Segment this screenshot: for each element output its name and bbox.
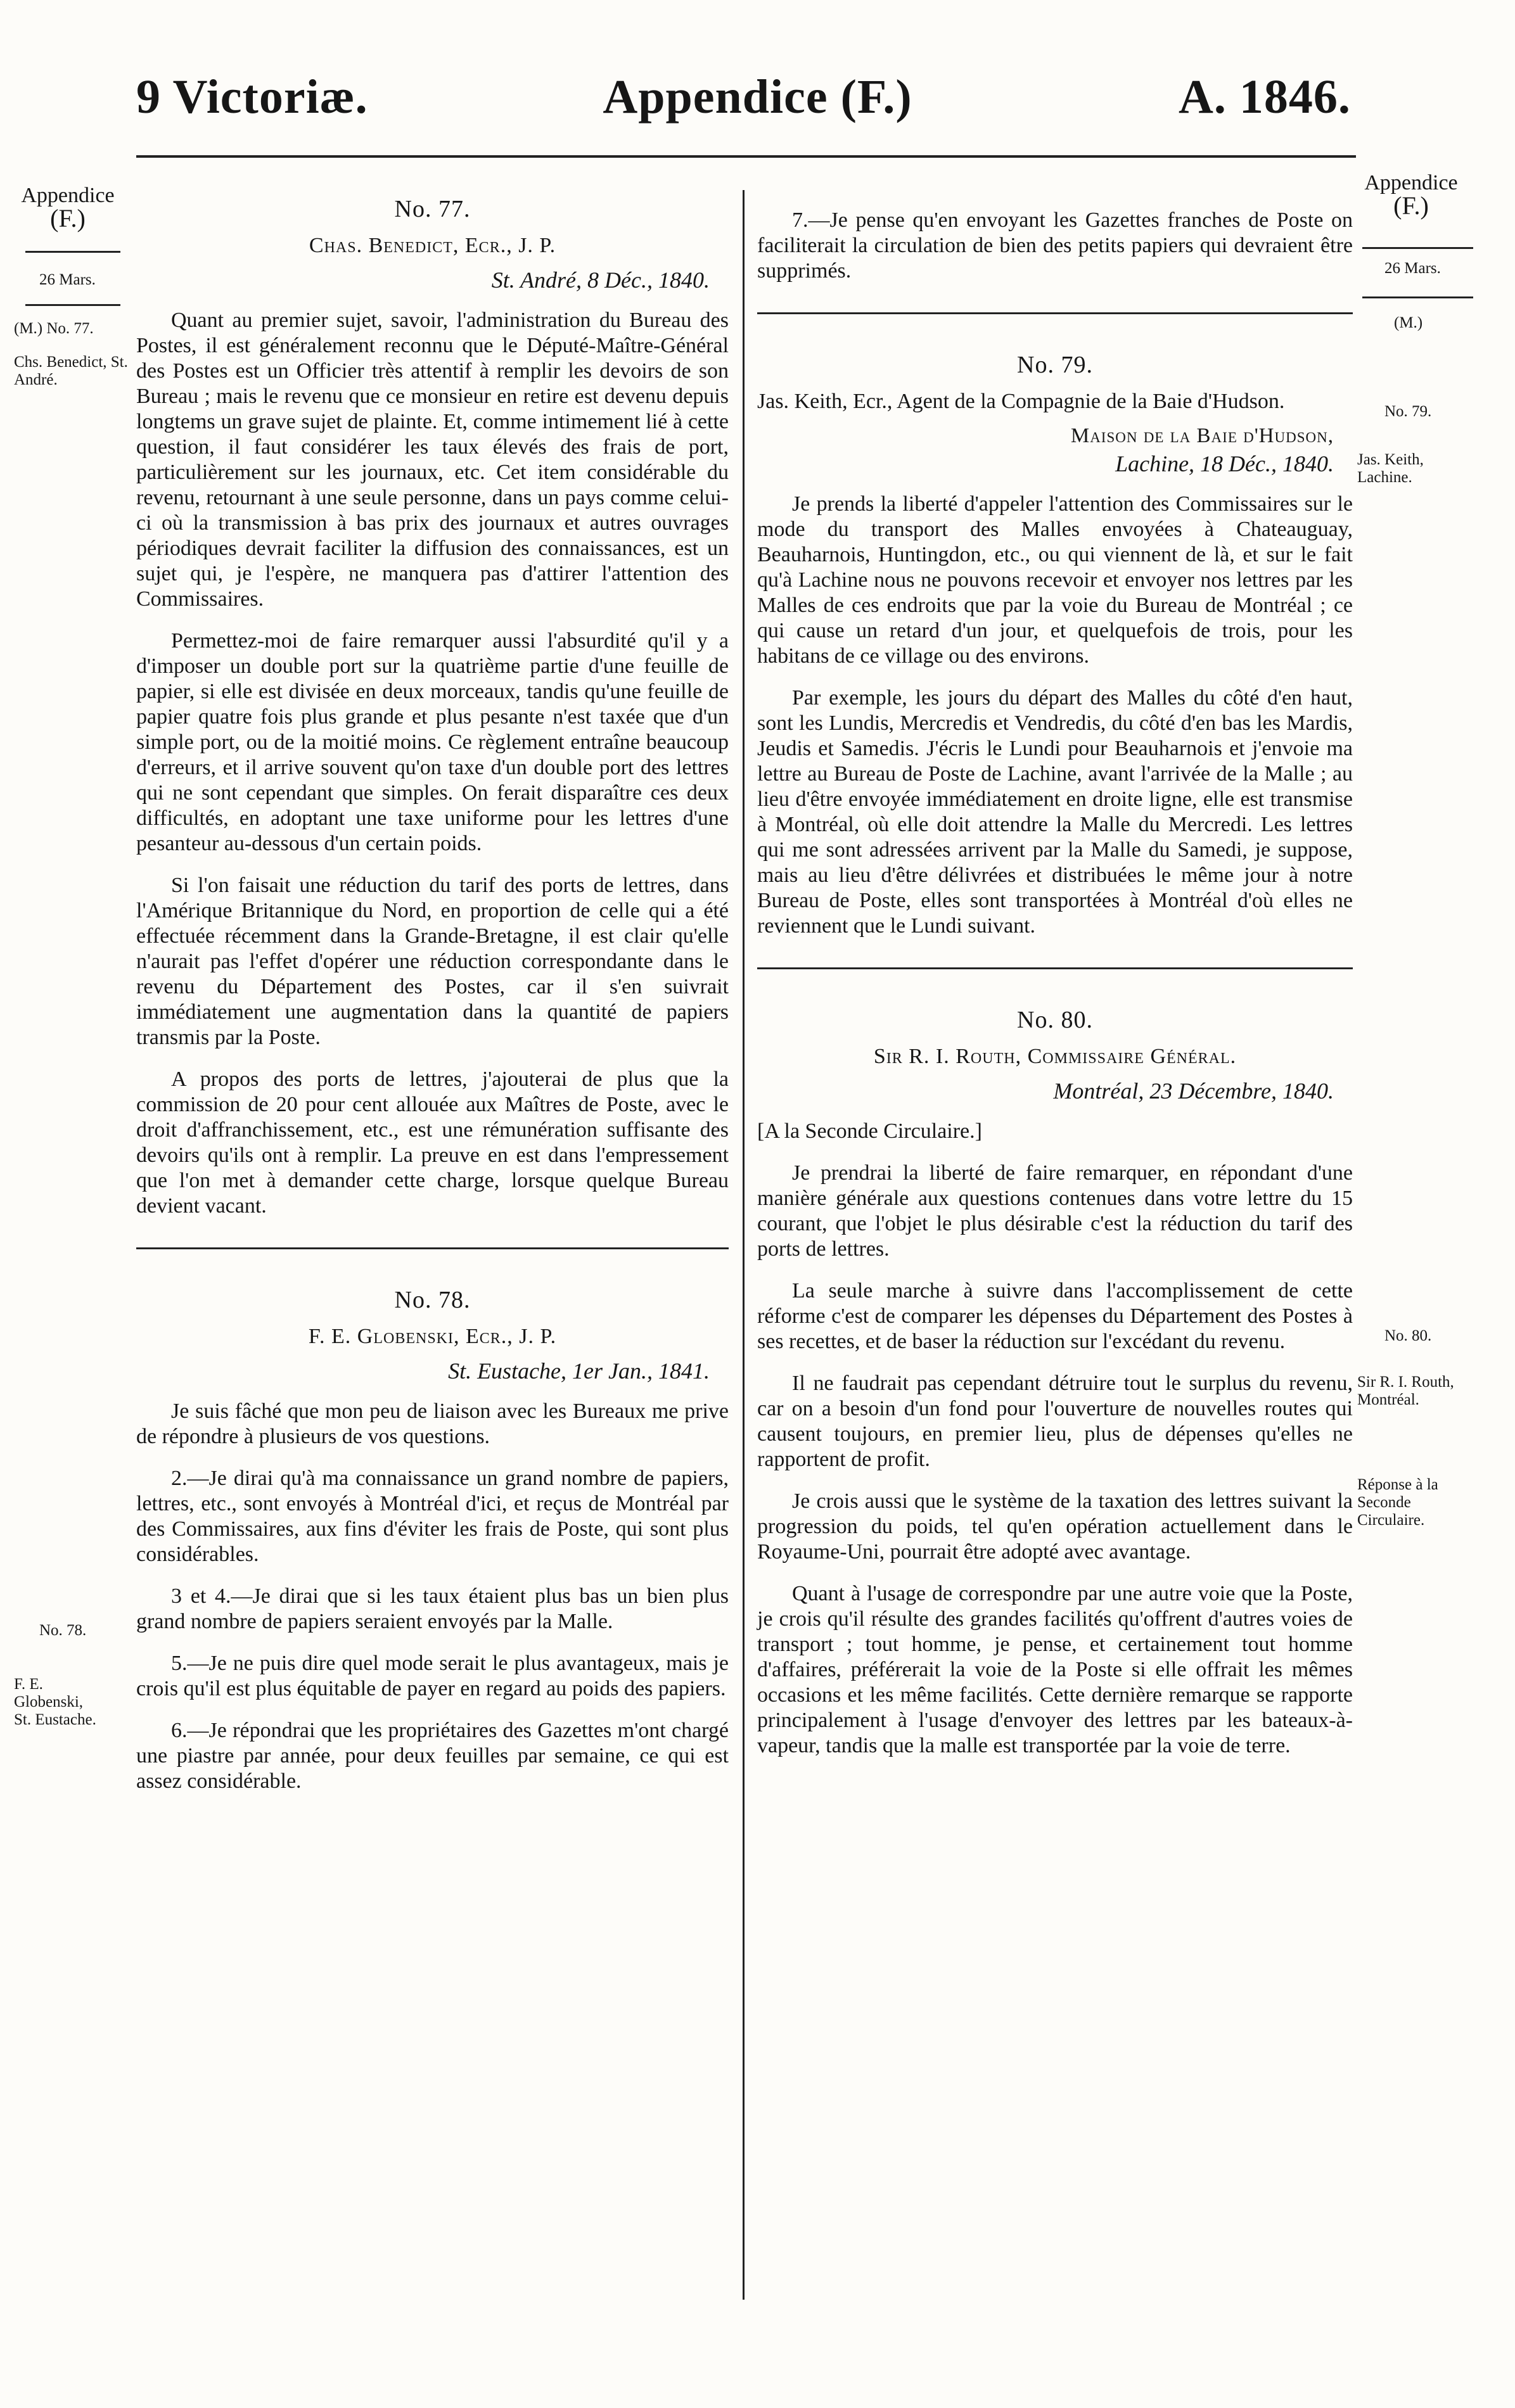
letter-80-circular-ref: [A la Seconde Circulaire.] <box>757 1119 982 1143</box>
letter-77-author: Chas. Benedict, Ecr., J. P. <box>309 234 556 257</box>
margin-person-78: F. E. Globenski, St. Eustache. <box>14 1676 96 1728</box>
margin-appendice-letter-left: (F.) <box>50 204 86 233</box>
letter-78-paragraph: 5.—Je ne puis dire quel mode serait le plus avantageux, mais je crois qu'il est plus équitable de payer en regard au poids des papiers. <box>136 1652 729 1700</box>
letter-80-place-date: Montréal, 23 Décembre, 1840. <box>1053 1078 1334 1104</box>
margin-rule-left <box>25 304 120 306</box>
letter-79-place: Maison de la Baie d'Hudson, <box>1070 424 1334 447</box>
letter-79-paragraph: Par exemple, les jours du départ des Malles du côté d'en haut, sont les Lundis, Mercredis et Vendredis, du côté d'en bas les Mardis, Jeudis et Samedis. J'écris le Lundi pour Beauharnois et j'envoie ma lettre au Bureau de Poste de Lachine, avant l'arrivée de la Malle ; au lieu d'être envoyée immédiatement en droite ligne, elle est transmise à Montréal, où elle doit attendre la Malle du Mercredi. Les lettres qui me sont adressées arrivent par la Malle du Samedi, je suppose, mais au lieu d'être délivrées et distribuées le même jour à notre Bureau de Poste, elles sont transportées à Montréal d'où elles ne reviennent que le Lundi suivant. <box>757 686 1353 938</box>
letter-78-author: F. E. Globenski, Ecr., J. P. <box>308 1325 557 1348</box>
letter-80-paragraph: Je crois aussi que le système de la taxation des lettres suivant la progression du poids, tel qu'en opération actuellement dans le Royaume-Uni, pourrait être adopté avec avantage. <box>757 1489 1353 1564</box>
letter-79-date: Lachine, 18 Déc., 1840. <box>1115 451 1334 476</box>
letter-77-paragraph: Si l'on faisait une réduction du tarif des ports de lettres, dans l'Amérique Britannique du Nord, en proportion de celle qui a été effectuée récemment dans la Grande-Bretagne, il est clair qu'elle n'aurait pas l'effet d'opérer une réduction correspondante dans le revenu du Département des Postes, car il s'en suivrait immédiatement une augmentation dans la quantité de papiers transmis par la Poste. <box>136 874 729 1049</box>
letter-79-number: No. 79. <box>1017 352 1093 378</box>
margin-ref-78: No. 78. <box>39 1622 87 1639</box>
letter-79-author: Jas. Keith, Ecr., Agent de la Compagnie de la Baie d'Hudson. <box>757 390 1285 413</box>
margin-note-80: Réponse à la Seconde Circulaire. <box>1357 1476 1438 1529</box>
margin-appendice-left: Appendice <box>21 184 115 207</box>
letter-80-author: Sir R. I. Routh, Commissaire Général. <box>873 1045 1237 1068</box>
margin-date-right: 26 Mars. <box>1384 260 1441 277</box>
section-rule <box>757 312 1353 314</box>
column-divider <box>743 190 745 2300</box>
margin-brace-left <box>25 251 120 253</box>
letter-80-paragraph: Il ne faudrait pas cependant détruire tout le surplus du revenu, car on a besoin d'un fond pour l'ouverture de nouvelles routes qui causent toujours, en premier lieu, plus de dépenses qu'elles ne rapportent de profit. <box>757 1372 1353 1471</box>
section-rule <box>757 967 1353 969</box>
section-rule <box>136 1247 729 1249</box>
margin-person-79: Jas. Keith, Lachine. <box>1357 451 1424 486</box>
letter-78-paragraph: 3 et 4.—Je dirai que si les taux étaient plus bas un bien plus grand nombre de papiers seraient envoyés par la Malle. <box>136 1584 729 1633</box>
letter-77-number: No. 77. <box>394 196 471 222</box>
letter-78-paragraph: Je suis fâché que mon peu de liaison avec les Bureaux me prive de répondre à plusieurs de vos questions. <box>136 1399 729 1448</box>
header-right: A. 1846. <box>1179 70 1351 124</box>
letter-77-paragraph: Quant au premier sujet, savoir, l'administration du Bureau des Postes, il est généralement reconnu que le Député-Maître-Général des Postes est un Officier très attentif à remplir les devoirs de son Bureau ; mais le revenu que ce monsieur en retire est devenu depuis longtems un grave sujet de plainte. Et, comme intimement lié à cette question, il faut considérer les taux élevés des frais de port, particulièrement sur les journaux, etc. Cet item considérable du revenu, retournant à une seule personne, dans un pays comme celui-ci où la transmission à bas prix des journaux et autres ouvrages périodiques devrait faciliter la diffusion des connaissances, est un sujet qui, je l'espère, ne manquera pas d'attirer l'attention des Commissaires. <box>136 309 729 611</box>
right-column <box>757 208 1353 1775</box>
letter-77-paragraph: A propos des ports de lettres, j'ajouterai de plus que la commission de 20 pour cent allouée aux Maîtres de Poste, avec le droit d'affranchissement, etc., est une rémunération suffisante des devoirs qu'ils ont à remplir. La preuve en est dans l'empressement que l'on met à demander cette charge, lorsque quelque Bureau devient vacant. <box>136 1067 729 1218</box>
letter-80-paragraph: Quant à l'usage de correspondre par une autre voie que la Poste, je crois qu'il résulte des grandes facilités qu'offrent d'autres voies de transport ; tout homme, je pense, et certainement tout homme d'affaires, préférerait la voie de la Poste si elle offrait les mêmes occasions et les même facilités. Cette dernière remarque se rapporte principalement à l'usage d'envoyer des lettres par les bateaux-à-vapeur, tandis que la malle est transportée par la voie de terre. <box>757 1582 1353 1757</box>
margin-ref-79: No. 79. <box>1384 403 1432 420</box>
header-left: 9 Victoriæ. <box>136 70 368 124</box>
letter-77-paragraph: Permettez-moi de faire remarquer aussi l'absurdité qu'il y a d'imposer un double port sur la quatrième partie d'une feuille de papier, si elle est divisée en deux morceaux, tandis qu'une feuille de papier quatre fois plus grande et plus pesante n'est taxée que d'un simple port, ou de la moitié moins. Ce règlement entraîne beaucoup d'erreurs, et il arrive souvent qu'on taxe d'un double port des lettres qui ne sont cependant que simples. On ferait disparaître ces deux difficultés, en adoptant une taxe uniforme pour les lettres d'une pesanteur au-dessous d'un certain poids. <box>136 629 729 855</box>
letter-80-number: No. 80. <box>1017 1007 1093 1033</box>
margin-person-77: Chs. Benedict, St. André. <box>14 354 128 388</box>
margin-appendice-right: Appendice <box>1364 171 1458 194</box>
left-column <box>136 196 729 1811</box>
letter-79-paragraph: Je prends la liberté d'appeler l'attention des Commissaires sur le mode du transport des Malles envoyées à Chateauguay, Beauharnois, Huntingdon, etc., ou qui viennent de là, et sur le fait qu'à Lachine nous ne pouvons recevoir et envoyer nos lettres par les Malles de ces endroits que par la voie du Bureau de Montréal ; ce qui cause un retard d'un jour, et quelquefois de trois, pour les habitans de ce village ou des environs. <box>757 492 1353 668</box>
letter-80-paragraph: Je prendrai la liberté de faire remarquer, en répondant d'une manière générale aux questions contenues dans votre lettre du 15 courant, que l'objet le plus désirable c'est la réduction du tarif des ports de lettres. <box>757 1161 1353 1261</box>
header-title: Appendice (F.) <box>603 70 912 124</box>
margin-ref-77: (M.) No. 77. <box>14 320 94 337</box>
margin-date-left: 26 Mars. <box>39 271 96 288</box>
letter-80-paragraph: La seule marche à suivre dans l'accomplissement de cette réforme c'est de comparer les dépenses du Département des Postes à ses recettes, et de baser la réduction sur l'excédant du revenu. <box>757 1279 1353 1353</box>
letter-78-paragraph: 2.—Je dirai qu'à ma connaissance un grand nombre de papiers, lettres, etc., sont envoyés à Montréal d'ici, et reçus de Montréal par des Commissaires, aux fins d'éviter les frais de Poste, qui sont plus considérables. <box>136 1467 729 1566</box>
margin-person-80: Sir R. I. Routh, Montréal. <box>1357 1373 1454 1408</box>
letter-78-place-date: St. Eustache, 1er Jan., 1841. <box>448 1358 710 1384</box>
margin-brace-right <box>1362 247 1473 249</box>
letter-78-number: No. 78. <box>394 1287 471 1313</box>
letter-78-continuation: 7.—Je pense qu'en envoyant les Gazettes franches de Poste on faciliterait la circulation de bien des petits papiers qui devraient être supprimés. <box>757 208 1353 283</box>
margin-ref-80: No. 80. <box>1384 1327 1432 1344</box>
header-rule <box>136 155 1356 158</box>
margin-m-right: (M.) <box>1394 314 1423 331</box>
letter-77-place-date: St. André, 8 Déc., 1840. <box>491 267 710 293</box>
letter-78-paragraph: 6.—Je répondrai que les propriétaires des Gazettes m'ont chargé une piastre par année, pour deux feuilles par semaine, ce qui est assez considérable. <box>136 1719 729 1793</box>
margin-rule-right <box>1362 296 1473 298</box>
margin-appendice-letter-right: (F.) <box>1393 191 1429 220</box>
